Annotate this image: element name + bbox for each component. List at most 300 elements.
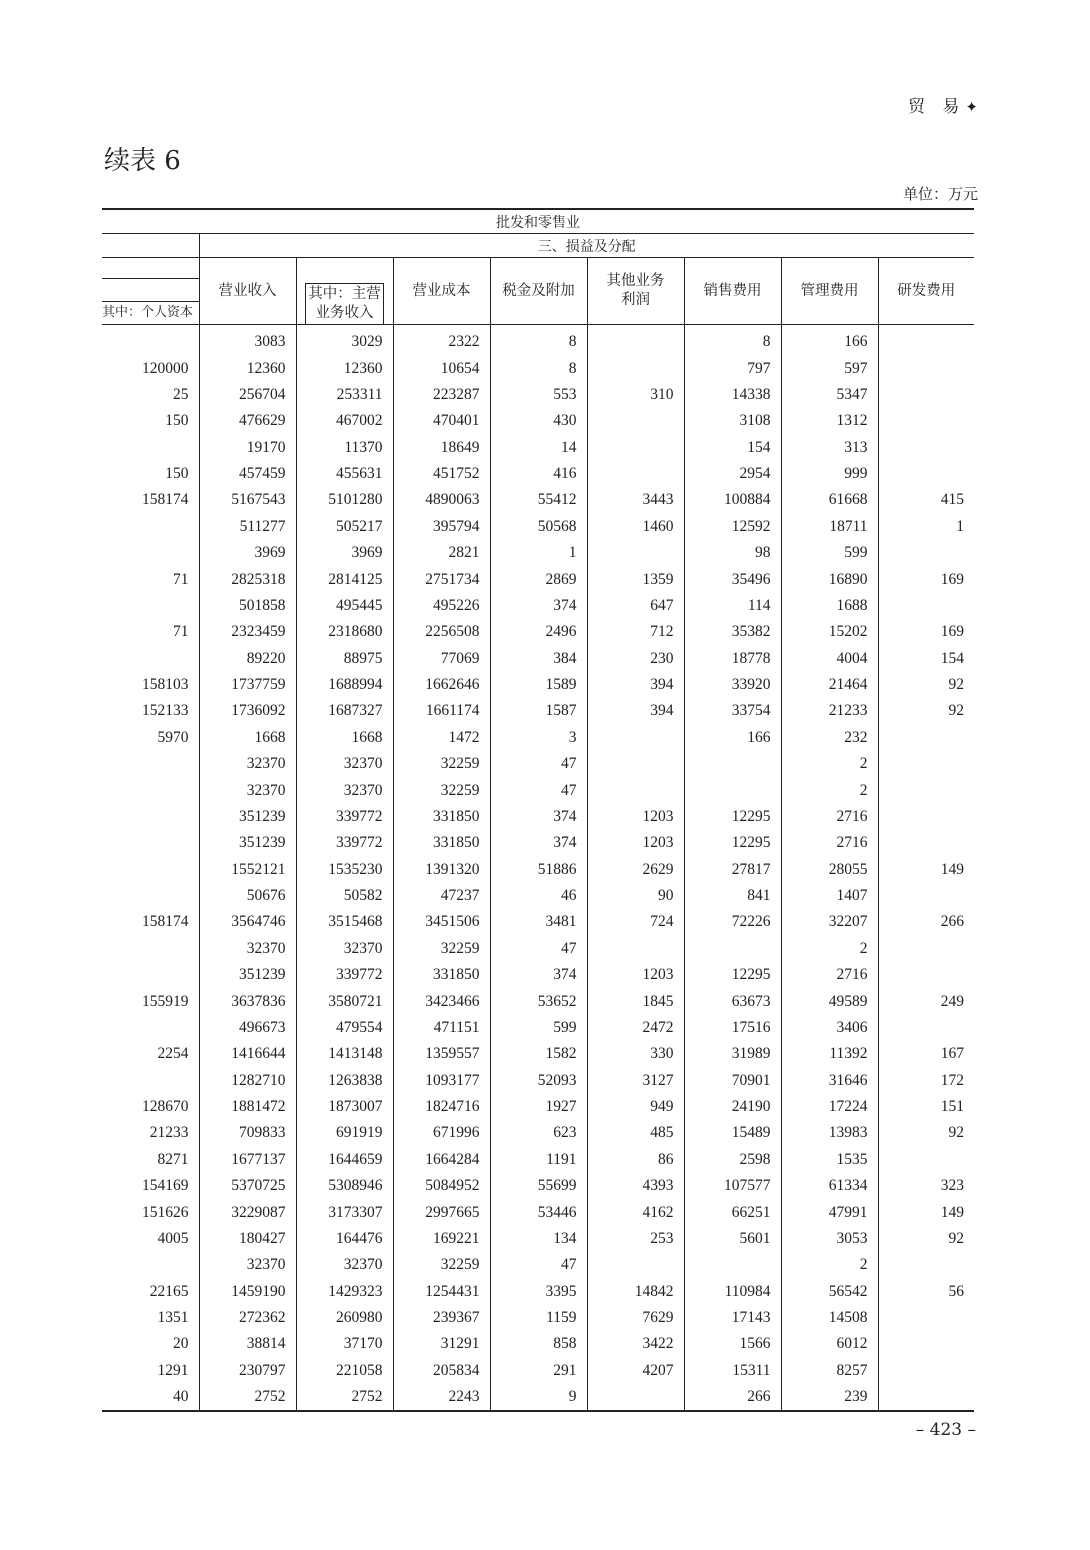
table-cell: 13983 [781, 1120, 878, 1146]
table-title: 续表 6 [104, 146, 181, 176]
data-table [102, 208, 974, 1412]
table-cell: 19170 [199, 435, 296, 461]
table-cell: 35496 [684, 566, 781, 592]
table-cell: 158174 [102, 909, 199, 935]
table-cell: 3229087 [199, 1199, 296, 1225]
table-cell: 949 [587, 1094, 684, 1120]
table-cell: 260980 [296, 1305, 393, 1331]
table-row [102, 857, 974, 883]
table-row [102, 751, 974, 777]
table-cell: 709833 [199, 1120, 296, 1146]
table-cell [587, 1384, 684, 1411]
table-cell: 1688 [781, 593, 878, 619]
table-cell: 841 [684, 883, 781, 909]
table-cell: 158174 [102, 487, 199, 513]
table-cell: 2 [781, 936, 878, 962]
table-cell: 56 [948, 1282, 965, 1300]
table-cell: 12295 [684, 830, 781, 856]
table-cell: 50582 [296, 883, 393, 909]
table-cell: 2323459 [199, 619, 296, 645]
table-cell: 599 [781, 540, 878, 566]
table-cell: 623 [490, 1120, 587, 1146]
table-cell: 89220 [199, 646, 296, 672]
table-cell: 339772 [296, 804, 393, 830]
table-cell: 2472 [587, 1015, 684, 1041]
table-cell: 11370 [296, 435, 393, 461]
table-cell [878, 408, 974, 434]
table-cell: 1552121 [199, 857, 296, 883]
table-cell: 1737759 [199, 672, 296, 698]
table-cell: 2629 [587, 857, 684, 883]
table-cell: 374 [490, 593, 587, 619]
table-cell: 128670 [102, 1094, 199, 1120]
table-cell: 1263838 [296, 1068, 393, 1094]
table-cell: 110984 [684, 1279, 781, 1305]
table-row [102, 1094, 974, 1120]
sub-title: 三、损益及分配 [199, 234, 974, 258]
table-cell: 55412 [490, 487, 587, 513]
table-cell: 154169 [102, 1173, 199, 1199]
table-row [102, 804, 974, 830]
table-cell: 3423466 [393, 988, 490, 1014]
table-cell: 47 [490, 1252, 587, 1278]
table-cell: 2 [781, 777, 878, 803]
table-cell: 167 [940, 1045, 965, 1063]
table-cell: 7629 [587, 1305, 684, 1331]
table-cell: 92 [948, 1229, 965, 1247]
table-cell: 92 [948, 702, 965, 720]
table-cell: 647 [587, 593, 684, 619]
table-cell: 31291 [393, 1331, 490, 1357]
table-cell: 31646 [781, 1068, 878, 1094]
table-cell: 21233 [102, 1120, 199, 1146]
table-row [102, 540, 974, 566]
table-cell: 1413148 [296, 1041, 393, 1067]
table-cell [102, 830, 199, 856]
table-cell: 479554 [296, 1015, 393, 1041]
table-cell: 169221 [393, 1226, 490, 1252]
table-cell: 1351 [102, 1305, 199, 1331]
table-cell [102, 962, 199, 988]
table-cell: 313 [781, 435, 878, 461]
table-cell: 1824716 [393, 1094, 490, 1120]
table-cell: 11392 [781, 1041, 878, 1067]
main-business-revenue-label: 其中：主营 业务收入 [305, 283, 384, 324]
table-cell: 476629 [199, 408, 296, 434]
table-cell: 3 [490, 725, 587, 751]
table-cell: 6012 [781, 1331, 878, 1357]
table-cell: 49589 [781, 988, 878, 1014]
table-row [102, 593, 974, 619]
table-cell: 467002 [296, 408, 393, 434]
table-cell: 1736092 [199, 698, 296, 724]
table-cell: 14338 [684, 382, 781, 408]
table-cell: 166 [781, 325, 878, 356]
table-cell [102, 804, 199, 830]
table-cell: 32207 [781, 909, 878, 935]
table-cell: 205834 [393, 1358, 490, 1384]
table-cell [587, 777, 684, 803]
table-cell: 496673 [199, 1015, 296, 1041]
table-cell: 415 [940, 491, 965, 509]
table-cell: 37170 [296, 1331, 393, 1357]
table-cell: 323 [940, 1177, 965, 1195]
table-cell: 154 [684, 435, 781, 461]
table-cell: 120000 [102, 355, 199, 381]
table-cell: 5308946 [296, 1173, 393, 1199]
table-cell [587, 751, 684, 777]
table-cell: 2496 [490, 619, 587, 645]
table-cell: 2752 [199, 1384, 296, 1411]
table-cell [878, 936, 974, 962]
table-cell: 169 [940, 570, 965, 588]
table-cell: 5084952 [393, 1173, 490, 1199]
table-cell: 1416644 [199, 1041, 296, 1067]
table-cell: 2825318 [199, 566, 296, 592]
table-cell: 14842 [587, 1279, 684, 1305]
column-header: 营业收入 [199, 258, 296, 325]
table-cell: 430 [490, 408, 587, 434]
table-cell: 40 [102, 1384, 199, 1411]
table-cell: 152133 [102, 698, 199, 724]
table-cell [878, 355, 974, 381]
table-cell: 166 [684, 725, 781, 751]
table-cell: 24190 [684, 1094, 781, 1120]
table-cell: 384 [490, 646, 587, 672]
table-cell: 2997665 [393, 1199, 490, 1225]
column-header: 营业成本 [393, 258, 490, 325]
table-cell [878, 777, 974, 803]
table-cell: 1291 [102, 1358, 199, 1384]
table-row [102, 1199, 974, 1225]
table-cell [587, 325, 684, 356]
table-cell [587, 540, 684, 566]
table-cell: 1535230 [296, 857, 393, 883]
table-cell: 66251 [684, 1199, 781, 1225]
table-cell: 12592 [684, 514, 781, 540]
table-cell: 169 [940, 623, 965, 641]
table-cell [878, 540, 974, 566]
table-cell [102, 540, 199, 566]
table-cell: 52093 [490, 1068, 587, 1094]
table-cell: 1203 [587, 962, 684, 988]
table-cell: 374 [490, 804, 587, 830]
table-cell: 107577 [684, 1173, 781, 1199]
table-cell: 3173307 [296, 1199, 393, 1225]
table-cell: 100884 [684, 487, 781, 513]
table-cell: 32370 [199, 751, 296, 777]
table-cell: 15489 [684, 1120, 781, 1146]
table-cell [102, 593, 199, 619]
table-cell [587, 461, 684, 487]
table-cell: 1359 [587, 566, 684, 592]
table-cell: 32259 [393, 777, 490, 803]
table-row [102, 1120, 974, 1146]
table-cell: 32259 [393, 751, 490, 777]
table-cell: 172 [940, 1071, 965, 1089]
table-cell: 1881472 [199, 1094, 296, 1120]
table-cell: 15311 [684, 1358, 781, 1384]
table-cell: 1582 [490, 1041, 587, 1067]
table-cell: 3029 [296, 325, 393, 356]
table-row [102, 936, 974, 962]
table-cell: 374 [490, 962, 587, 988]
table-cell: 3515468 [296, 909, 393, 935]
table-cell: 3443 [587, 487, 684, 513]
table-row [102, 1041, 974, 1067]
table-cell: 416 [490, 461, 587, 487]
table-cell [878, 325, 974, 356]
header-divider [102, 278, 199, 279]
table-cell: 92 [948, 1124, 965, 1142]
table-row [102, 408, 974, 434]
table-cell: 158103 [102, 672, 199, 698]
table-row [102, 1331, 974, 1357]
table-cell: 88975 [296, 646, 393, 672]
table-cell: 53446 [490, 1199, 587, 1225]
table-cell: 1460 [587, 514, 684, 540]
table-cell: 18711 [781, 514, 878, 540]
table-cell: 14508 [781, 1305, 878, 1331]
table-cell: 5370725 [199, 1173, 296, 1199]
table-cell: 2254 [102, 1041, 199, 1067]
table-cell: 25 [102, 382, 199, 408]
table-cell: 330 [587, 1041, 684, 1067]
table-cell: 1312 [781, 408, 878, 434]
table-cell [878, 1305, 974, 1331]
table-cell: 17516 [684, 1015, 781, 1041]
table-row [102, 619, 974, 645]
table-cell: 17143 [684, 1305, 781, 1331]
table-cell [102, 777, 199, 803]
table-cell: 3564746 [199, 909, 296, 935]
table-cell: 17224 [781, 1094, 878, 1120]
table-cell: 339772 [296, 830, 393, 856]
table-cell: 2716 [781, 830, 878, 856]
table-cell: 1668 [199, 725, 296, 751]
table-row [102, 1147, 974, 1173]
table-cell: 1391320 [393, 857, 490, 883]
table-cell [878, 962, 974, 988]
table-cell: 1203 [587, 830, 684, 856]
group-title: 批发和零售业 [102, 209, 974, 234]
table-cell [878, 593, 974, 619]
table-cell: 15202 [781, 619, 878, 645]
table-cell [587, 1252, 684, 1278]
table-row [102, 1305, 974, 1331]
table-cell: 71 [102, 566, 199, 592]
table-cell [102, 1068, 199, 1094]
table-row [102, 1384, 974, 1411]
table-cell: 671996 [393, 1120, 490, 1146]
table-cell: 2 [781, 1252, 878, 1278]
table-cell: 8257 [781, 1358, 878, 1384]
table-cell: 2 [781, 751, 878, 777]
table-cell: 21233 [781, 698, 878, 724]
table-cell: 5601 [684, 1226, 781, 1252]
table-row [102, 962, 974, 988]
table-cell: 1191 [490, 1147, 587, 1173]
table-cell: 3481 [490, 909, 587, 935]
table-cell: 32370 [296, 751, 393, 777]
table-cell [684, 777, 781, 803]
table-row [102, 1252, 974, 1278]
table-cell: 253311 [296, 382, 393, 408]
table-cell: 5347 [781, 382, 878, 408]
table-row [102, 883, 974, 909]
table-cell: 70901 [684, 1068, 781, 1094]
table-cell [878, 1252, 974, 1278]
table-cell: 31989 [684, 1041, 781, 1067]
table-row [102, 672, 974, 698]
column-header: 管理费用 [781, 258, 878, 325]
table-cell: 1472 [393, 725, 490, 751]
table-cell: 3406 [781, 1015, 878, 1041]
table-cell: 61668 [781, 487, 878, 513]
column-header: 销售费用 [684, 258, 781, 325]
table-cell: 16890 [781, 566, 878, 592]
table-cell: 501858 [199, 593, 296, 619]
table-cell: 1668 [296, 725, 393, 751]
table-cell: 8 [684, 325, 781, 356]
section-name: 贸 易 [908, 97, 966, 117]
table-row [102, 435, 974, 461]
table-cell: 86 [587, 1147, 684, 1173]
first-col-label: 其中：个人资本 [102, 301, 199, 324]
table-cell: 495445 [296, 593, 393, 619]
table-cell: 149 [940, 860, 965, 878]
table-cell: 3395 [490, 1279, 587, 1305]
table-cell: 5970 [102, 725, 199, 751]
table-row [102, 1279, 974, 1305]
table-cell: 18778 [684, 646, 781, 672]
table-cell: 4005 [102, 1226, 199, 1252]
table-cell [878, 461, 974, 487]
table-cell: 1589 [490, 672, 587, 698]
table-cell: 249 [940, 992, 965, 1010]
table-cell [102, 514, 199, 540]
table-cell: 712 [587, 619, 684, 645]
table-cell: 12360 [199, 355, 296, 381]
table-cell: 3422 [587, 1331, 684, 1357]
table-row [102, 461, 974, 487]
table-row [102, 988, 974, 1014]
table-cell: 53652 [490, 988, 587, 1014]
table-cell: 32370 [199, 1252, 296, 1278]
column-header: 研发费用 [878, 258, 974, 325]
table-cell: 374 [490, 830, 587, 856]
table-cell: 1845 [587, 988, 684, 1014]
table-cell: 4207 [587, 1358, 684, 1384]
table-cell: 2954 [684, 461, 781, 487]
table-row [102, 487, 974, 513]
table-cell [878, 435, 974, 461]
table-cell: 149 [940, 1203, 965, 1221]
table-cell: 3969 [296, 540, 393, 566]
table-cell: 50568 [490, 514, 587, 540]
column-header: 税金及附加 [490, 258, 587, 325]
table-cell: 3969 [199, 540, 296, 566]
table-body [102, 325, 974, 1412]
table-cell [587, 936, 684, 962]
table-cell: 35382 [684, 619, 781, 645]
table-cell: 28055 [781, 857, 878, 883]
table-cell: 1 [956, 517, 965, 535]
table-cell: 2751734 [393, 566, 490, 592]
unit-label: 单位：万元 [902, 185, 978, 203]
table-cell: 27817 [684, 857, 781, 883]
table-row [102, 909, 974, 935]
table-cell: 2821 [393, 540, 490, 566]
table-cell: 1566 [684, 1331, 781, 1357]
table-cell: 47991 [781, 1199, 878, 1225]
table-cell: 77069 [393, 646, 490, 672]
table-cell: 63673 [684, 988, 781, 1014]
table-cell: 256704 [199, 382, 296, 408]
table-cell: 1359557 [393, 1041, 490, 1067]
table-cell: 253 [587, 1226, 684, 1252]
table-cell [878, 1358, 974, 1384]
table-cell: 154 [940, 649, 965, 667]
table-cell: 394 [587, 672, 684, 698]
table-cell: 223287 [393, 382, 490, 408]
table-cell: 485 [587, 1120, 684, 1146]
table-cell: 134 [490, 1226, 587, 1252]
table-cell: 4004 [781, 646, 878, 672]
table-cell: 1159 [490, 1305, 587, 1331]
table-cell: 230797 [199, 1358, 296, 1384]
table-cell: 2814125 [296, 566, 393, 592]
table-cell: 221058 [296, 1358, 393, 1384]
table-cell: 331850 [393, 830, 490, 856]
table-cell [878, 883, 974, 909]
table-cell: 331850 [393, 804, 490, 830]
table-cell [587, 408, 684, 434]
diamond-icon: ✦ [965, 98, 978, 116]
table-cell: 3637836 [199, 988, 296, 1014]
table-cell: 3451506 [393, 909, 490, 935]
table-cell [102, 1252, 199, 1278]
table-cell: 10654 [393, 355, 490, 381]
table-cell: 351239 [199, 962, 296, 988]
table-row [102, 1173, 974, 1199]
table-cell [878, 1331, 974, 1357]
table-cell: 51886 [490, 857, 587, 883]
table-cell: 1407 [781, 883, 878, 909]
table-cell: 291 [490, 1358, 587, 1384]
table-cell [878, 1384, 974, 1411]
table-cell: 2322 [393, 325, 490, 356]
table-cell: 38814 [199, 1331, 296, 1357]
table-cell: 1687327 [296, 698, 393, 724]
table-cell: 21464 [781, 672, 878, 698]
table-cell: 339772 [296, 962, 393, 988]
running-header [908, 92, 978, 117]
table-cell: 599 [490, 1015, 587, 1041]
table-cell: 2318680 [296, 619, 393, 645]
table-cell [878, 830, 974, 856]
table-cell [878, 382, 974, 408]
table-cell [102, 857, 199, 883]
table-cell: 1459190 [199, 1279, 296, 1305]
table-cell: 8 [490, 325, 587, 356]
table-row [102, 830, 974, 856]
table-cell: 12295 [684, 962, 781, 988]
table-cell: 797 [684, 355, 781, 381]
first-col-header [102, 258, 199, 325]
table-cell: 33920 [684, 672, 781, 698]
table-row [102, 1226, 974, 1252]
